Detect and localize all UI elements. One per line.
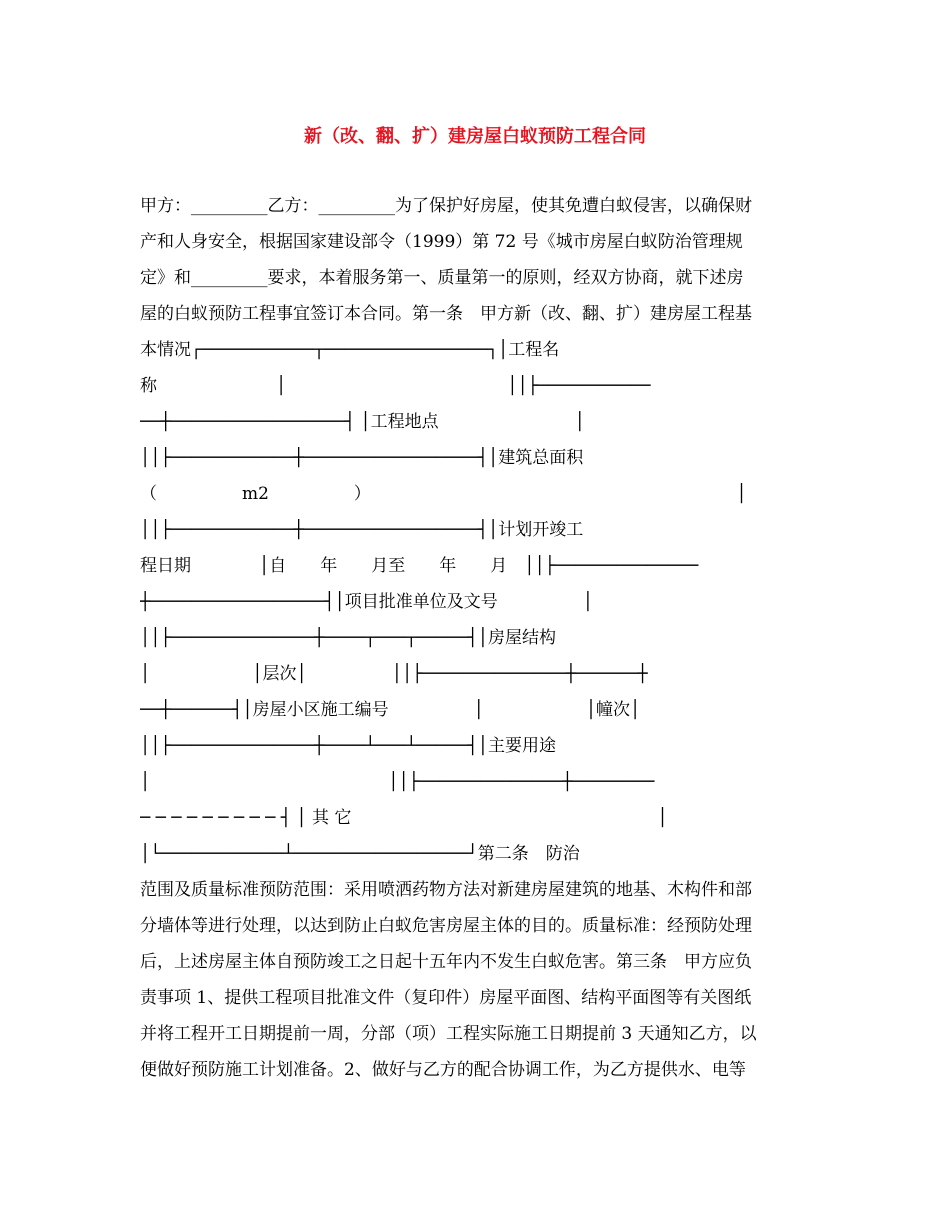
body-line: 定》和_________要求，本着服务第一、质量第一的原则，经双方协商，就下述房 bbox=[140, 268, 744, 288]
body-line: 并将工程开工日期提前一周，分部（项）工程实际施工日期提前 3 天通知乙方，以 bbox=[140, 1024, 757, 1044]
document-title: 新（改、翻、扩）建房屋白蚁预防工程合同 bbox=[304, 126, 646, 147]
table-line: ──┼─────────────────┤ │工程地点 │ bbox=[140, 412, 585, 432]
body-line: 便做好预防施工计划准备。2、做好与乙方的配合协调工作，为乙方提供水、电等 bbox=[140, 1060, 746, 1080]
table-line: │└────────────┴─────────────────┘第二条 防治 bbox=[140, 844, 580, 864]
body-line: 责事项 1、提供工程项目批准文件（复印件）房屋平面图、结构平面图等有关图纸 bbox=[140, 988, 752, 1008]
body-line: 分墙体等进行处理，以达到防止白蚁危害房屋主体的目的。质量标准：经预防处理 bbox=[140, 916, 752, 936]
table-line: │ ││├──────────────┼──────── bbox=[140, 772, 655, 792]
body-line: 产和人身安全，根据国家建设部令（1999）第 72 号《城市房屋白蚁防治管理规 bbox=[140, 232, 743, 252]
table-line: ││├────────────┼─────────────────┤│计划开竣工 bbox=[140, 520, 584, 540]
table-line: ││├──────────────┼────┬───┬─────┤│房屋结构 bbox=[140, 628, 556, 648]
table-line: ││├────────────┼─────────────────┤│建筑总面积 bbox=[140, 448, 584, 468]
table-line: │ │层次│ ││├──────────────┼──────┼ bbox=[140, 664, 648, 684]
table-line: ││├──────────────┼────┴───┴─────┤│主要用途 bbox=[140, 736, 556, 756]
body-line: 后，上述房屋主体自预防竣工之日起十五年内不发生白蚁危害。第三条 甲方应负 bbox=[140, 952, 752, 972]
body-line: 甲方：_________乙方：_________为了保护好房屋，使其免遭白蚁侵害，以确保财 bbox=[140, 196, 752, 216]
table-line: 本情况┌───────────┬────────────────┐│工程名 bbox=[140, 340, 560, 360]
body-line: 范围及质量标准预防范围：采用喷洒药物方法对新建房屋建筑的地基、木构件和部 bbox=[140, 880, 752, 900]
body-line: 屋的白蚁预防工程事宜签订本合同。第一条 甲方新（改、翻、扩）建房屋工程基 bbox=[140, 304, 752, 324]
table-line: （ m2 ） │ bbox=[140, 484, 747, 504]
table-line: ┼─────────────────┤│项目批准单位及文号 │ bbox=[140, 592, 593, 612]
table-line: 称 │ ││├─────────── bbox=[140, 376, 651, 396]
table-line: ─ ─ ─ ─ ─ ─ ─ ─ ─ ┤ │ 其 它 │ bbox=[140, 808, 668, 828]
table-line: 程日期 │自 年 月至 年 月 ││├────────────── bbox=[140, 556, 699, 576]
table-line: ──┼──────┤│房屋小区施工编号 │ │幢次│ bbox=[140, 700, 641, 720]
